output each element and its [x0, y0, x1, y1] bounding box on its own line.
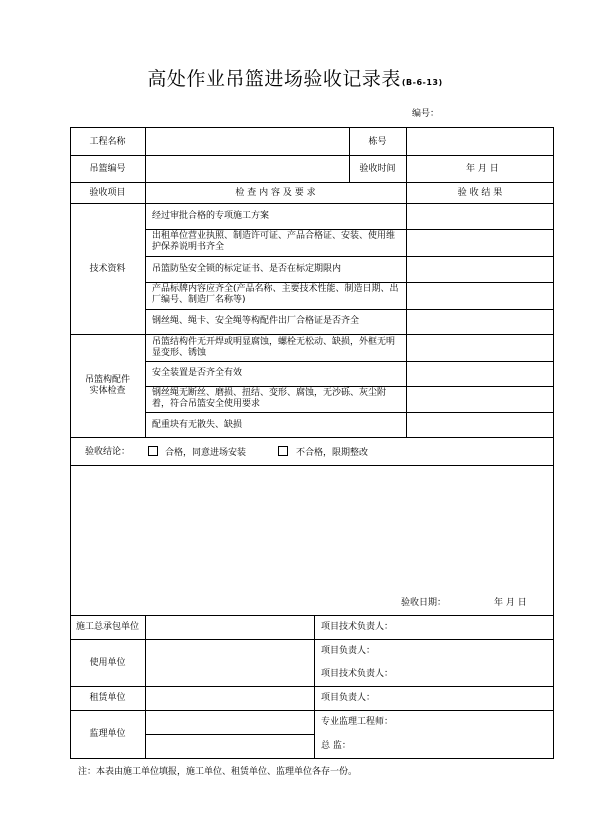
basket-no-label: 吊篮编号: [89, 164, 126, 174]
parts-item: 配重块有无散失、缺损: [152, 420, 243, 430]
project-name-label: 工程名称: [89, 137, 126, 147]
building-no-label: 栋号: [368, 137, 387, 147]
parts-item: 安全装置是否齐全有效: [152, 368, 243, 378]
tech-docs-label: 技术资料: [89, 264, 126, 274]
pass-option-label: 合格，同意进场安装: [165, 448, 247, 458]
user-pm-label: 项目负责人：: [321, 646, 376, 656]
document-number-label: 编号：: [412, 109, 440, 119]
accept-time-label: 验收时间: [359, 164, 396, 174]
conclusion-label: 验收结论：: [84, 447, 130, 457]
title-text: 高处作业吊篮进场验收记录表: [147, 68, 401, 90]
result-header: 验 收 结 果: [457, 188, 503, 198]
tech-item: 吊篮防坠安全锁的标定证书、是否在标定期限内: [152, 264, 342, 274]
tech-item: 经过审批合格的专项施工方案: [152, 211, 270, 221]
accept-date-placeholder: 年 月 日: [466, 164, 499, 174]
chief-supervisor-label: 总 监：: [321, 741, 351, 751]
fail-checkbox[interactable]: [278, 446, 288, 456]
contractor-tech-lead-label: 项目技术负责人：: [321, 622, 394, 632]
tech-item: 钢丝绳、绳卡、安全绳等构配件出厂合格证是否齐全: [152, 316, 360, 326]
supervising-engineer-label: 专业监理工程师：: [321, 717, 394, 727]
lessor-pm-label: 项目负责人：: [321, 693, 376, 703]
supervisor-label: 监理单位: [89, 729, 126, 739]
user-unit-label: 使用单位: [89, 658, 126, 668]
parts-inspection-label-1: 吊篮构配件: [84, 375, 130, 385]
form-code: (B-6-13): [401, 78, 443, 87]
contractor-label: 施工总承包单位: [75, 622, 139, 632]
parts-item: 钢丝绳无断丝、磨损、扭结、变形、腐蚀，无沙砾、灰尘附着，符合吊篮安全使用要求: [152, 388, 387, 409]
fail-option-label: 不合格，限期整改: [296, 448, 369, 458]
parts-inspection-label-2: 实体检查: [89, 386, 126, 396]
form-title: [0, 64, 590, 91]
user-tech-lead-label: 项目技术负责人：: [321, 669, 394, 679]
item-label: 验收项目: [89, 188, 126, 198]
pass-checkbox[interactable]: [148, 446, 158, 456]
tech-item: 产品标牌内容应齐全(产品名称、主要技术性能、制造日期、出厂编号、制造厂名称等): [152, 284, 399, 305]
acceptance-date-placeholder: 年 月 日: [494, 598, 527, 608]
footnote: 注：本表由施工单位填报，施工单位、租赁单位、监理单位各存一份。: [78, 767, 358, 777]
content-header: 检 查 内 容 及 要 求: [235, 188, 316, 198]
tech-item: 出租单位营业执照、制造许可证、产品合格证、安装、使用维护保养说明书齐全: [152, 231, 396, 252]
parts-item: 吊篮结构件无开焊或明显腐蚀，螺栓无松动、缺损，外框无明显变形、锈蚀: [152, 337, 396, 358]
acceptance-date-label: 验收日期：: [401, 598, 447, 608]
lessor-label: 租赁单位: [89, 693, 126, 703]
